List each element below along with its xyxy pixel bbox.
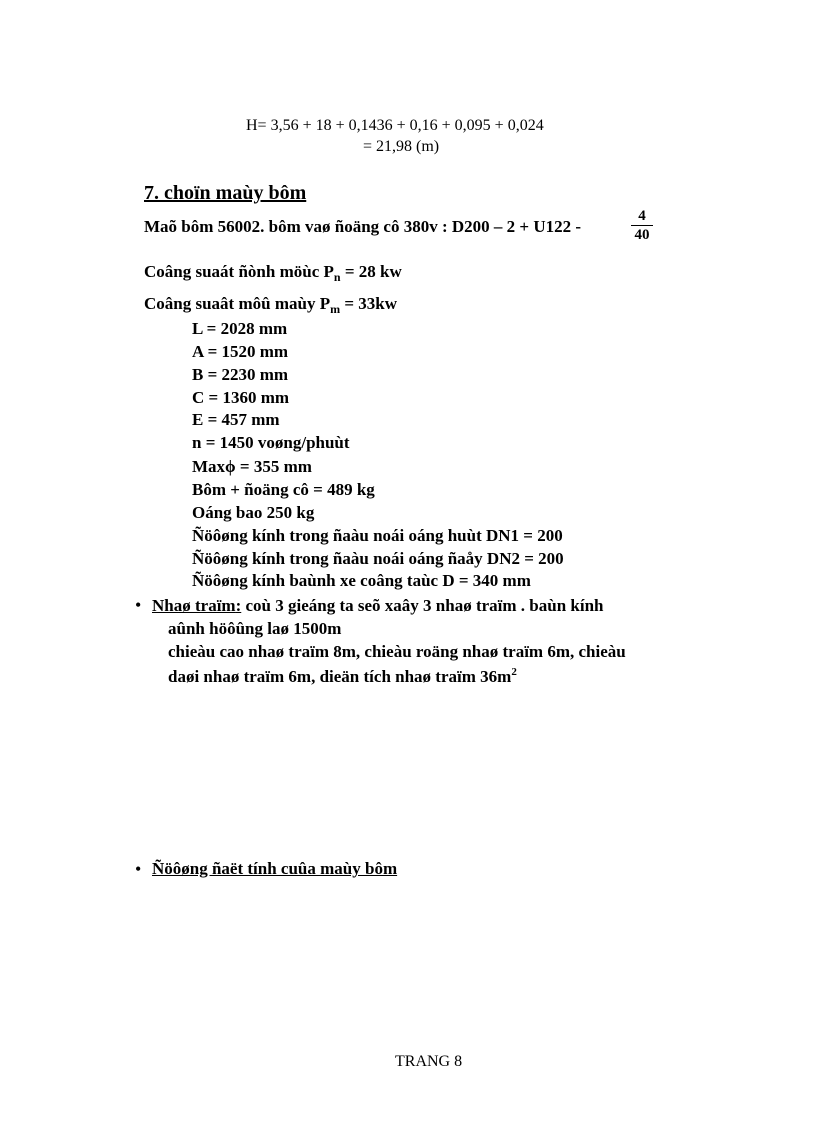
station-bullet-line-1	[152, 596, 604, 616]
spec-speed: n = 1450 voøng/phuùt	[192, 433, 350, 452]
model-fraction	[631, 208, 653, 245]
spec-discharge-diameter: Ñöôøng kính trong ñaàu noái oáng ñaåy DN2 = 200	[192, 549, 564, 568]
station-text-4: daøi nhaø traïm 6m, dieän tích nhaø traïm 36m	[168, 667, 512, 686]
equation-line-1: H= 3,56 + 18 + 0,1436 + 0,16 + 0,095 + 0,024	[246, 117, 544, 134]
station-text-3: chieàu cao nhaø traïm 8m, chieàu roäng nhaø traïm 6m, chieàu	[168, 642, 626, 661]
bullet-point: •	[135, 859, 142, 879]
motor-power-subscript: m	[330, 302, 341, 316]
station-text-4-line	[168, 667, 517, 687]
spec-c: C = 1360 mm	[192, 388, 290, 407]
equation-line-2: = 21,98 (m)	[363, 138, 440, 155]
station-area-superscript: 2	[511, 666, 517, 678]
spec-impeller-diameter: Ñöôøng kính baùnh xe coâng taùc D = 340 mm	[192, 571, 531, 590]
spec-suction-diameter: Ñöôøng kính trong ñaàu noái oáng huùt DN1 = 200	[192, 526, 563, 545]
spec-weight: Bôm + ñoäng cô = 489 kg	[192, 480, 375, 499]
fraction-denominator: 40	[634, 227, 650, 243]
rated-power-subscript: n	[333, 270, 341, 284]
pump-curve-heading: Ñöôøng ñaët tính cuûa maùy bôm	[152, 859, 398, 878]
spec-b: B = 2230 mm	[192, 365, 289, 384]
page-footer: TRANG 8	[395, 1053, 463, 1070]
station-text-2: aûnh höôûng laø 1500m	[168, 619, 342, 638]
motor-power-label: Coâng suaât môû maùy P	[144, 294, 331, 313]
rated-power-line	[144, 262, 402, 282]
station-title-colon: :	[235, 596, 242, 615]
pump-model-line: Maõ bôm 56002. bôm vaø ñoäng cô 380v : D200 – 2 + U122 -	[144, 217, 582, 236]
rated-power-label: Coâng suaát ñònh möùc P	[144, 262, 334, 281]
station-text-1: coù 3 gieáng ta seõ xaây 3 nhaø traïm . baùn kính	[241, 596, 604, 615]
section-heading: 7. choïn maùy bôm	[144, 182, 307, 204]
motor-power-line	[144, 294, 397, 314]
station-title: Nhaø traïm	[152, 596, 236, 615]
spec-max-diameter: Maxϕ = 355 mm	[192, 457, 312, 476]
spec-e: E = 457 mm	[192, 410, 280, 429]
rated-power-value: = 28 kw	[340, 262, 402, 281]
bullet-point: •	[135, 595, 142, 615]
fraction-numerator: 4	[638, 208, 646, 224]
spec-length: L = 2028 mm	[192, 319, 288, 338]
spec-casing: Oáng bao 250 kg	[192, 503, 315, 522]
spec-a: A = 1520 mm	[192, 342, 289, 361]
motor-power-value: = 33kw	[340, 294, 398, 313]
